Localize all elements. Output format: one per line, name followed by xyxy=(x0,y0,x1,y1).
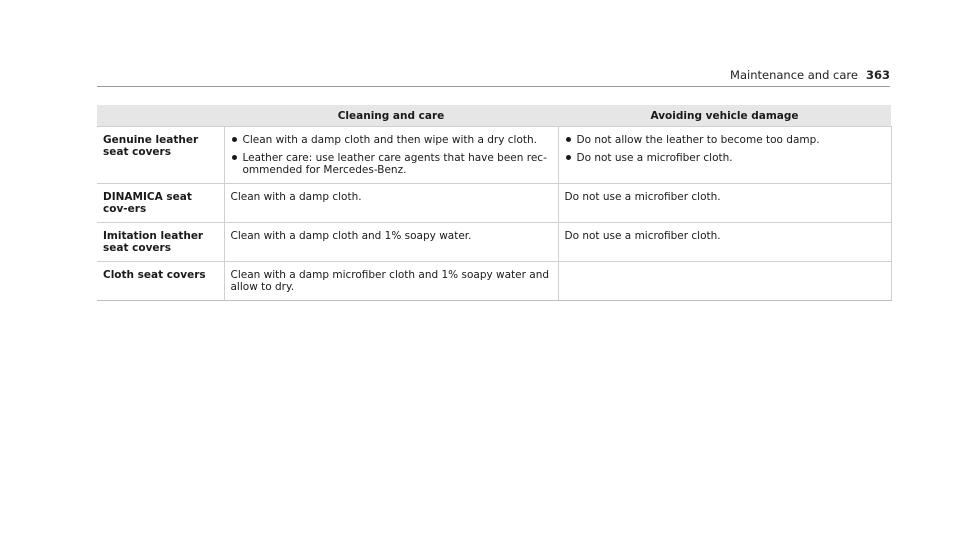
page-number: 363 xyxy=(865,68,890,82)
list-item-text: Clean with a damp cloth and then wipe with a dry cloth. xyxy=(242,134,538,146)
cleaning-cell: Clean with a damp microfiber cloth and 1% soapy water and allow to dry. xyxy=(224,262,558,301)
list-item-text: Do not allow the leather to become too damp. xyxy=(576,134,820,146)
bullet-icon xyxy=(566,137,571,142)
section-title: Maintenance and care xyxy=(730,68,858,82)
list-item xyxy=(565,134,885,146)
list-item xyxy=(231,134,552,146)
page-header xyxy=(97,62,890,87)
bullet-list xyxy=(231,134,552,176)
cleaning-cell: Clean with a damp cloth. xyxy=(224,184,558,223)
bullet-icon xyxy=(566,155,571,160)
list-item xyxy=(231,152,552,176)
avoiding-cell xyxy=(558,127,891,184)
row-label: DINAMICA seat cov-ers xyxy=(97,184,224,223)
avoiding-cell: Do not use a microfiber cloth. xyxy=(558,223,891,262)
list-item-text: Leather care: use leather care agents that have been rec-ommended for Mercedes-Benz. xyxy=(242,152,547,176)
cleaning-cell xyxy=(224,127,558,184)
running-header xyxy=(730,68,890,82)
header-cell-empty xyxy=(97,105,224,127)
list-item xyxy=(565,152,885,164)
table-header-row xyxy=(97,105,891,127)
row-label: Cloth seat covers xyxy=(97,262,224,301)
seat-cover-care-table xyxy=(97,105,892,301)
list-item-text: Do not use a microfiber cloth. xyxy=(576,152,733,164)
row-label: Genuine leather seat covers xyxy=(97,127,224,184)
table-row xyxy=(97,223,891,262)
avoiding-cell: Do not use a microfiber cloth. xyxy=(558,184,891,223)
bullet-icon xyxy=(232,155,237,160)
table-row xyxy=(97,127,891,184)
cleaning-cell: Clean with a damp cloth and 1% soapy water. xyxy=(224,223,558,262)
table-row xyxy=(97,262,891,301)
table-row xyxy=(97,184,891,223)
avoiding-cell xyxy=(558,262,891,301)
bullet-icon xyxy=(232,137,237,142)
bullet-list xyxy=(565,134,885,164)
header-cleaning-and-care: Cleaning and care xyxy=(224,105,558,127)
row-label: Imitation leather seat covers xyxy=(97,223,224,262)
header-avoiding-vehicle-damage: Avoiding vehicle damage xyxy=(558,105,891,127)
